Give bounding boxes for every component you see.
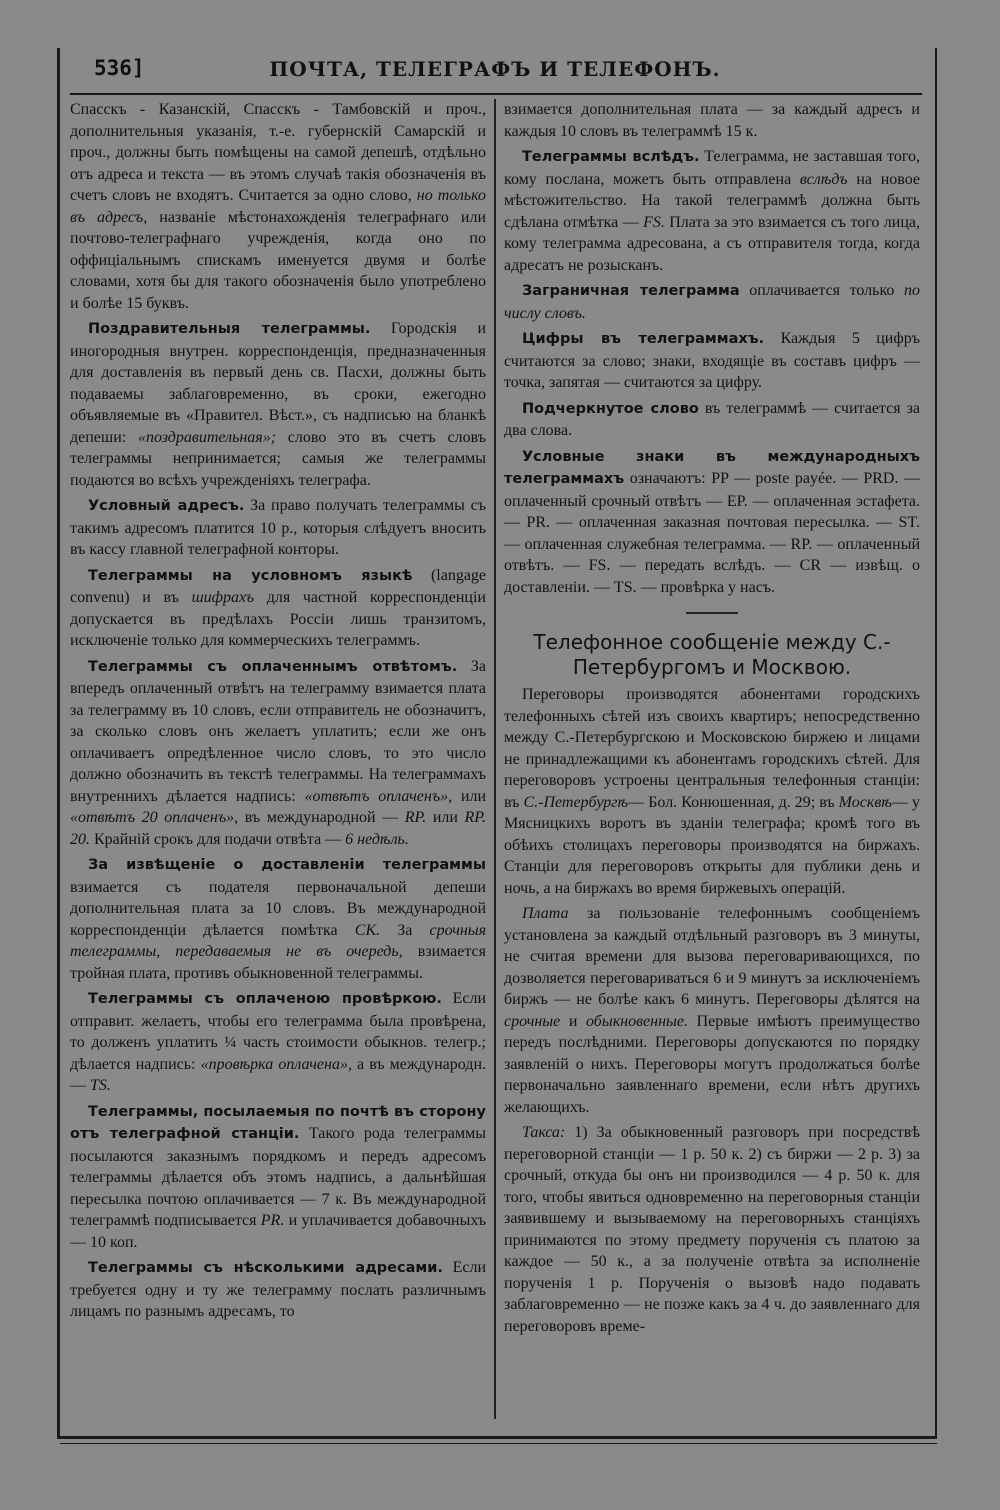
paragraph: Заграничная телеграмма оплачивается только по числу словъ. (504, 282, 921, 322)
frame-bottom-rule-thin (60, 1443, 937, 1444)
section-heading: Телеграммы на условномъ языкѣ (88, 567, 413, 584)
section-heading: Заграничная телеграмма (522, 283, 740, 299)
paragraph: Телеграммы съ нѣсколькими адресами. Если требуется одну и ту же телеграмму послать различнымъ лицамъ по разнымъ адресамъ, то (70, 1259, 487, 1320)
section-heading: Телеграммы съ оплаченнымъ отвѣтомъ. (88, 658, 458, 675)
paragraph: Спасскъ - Казанскій, Спасскъ - Тамбовскій и проч., дополнительныя указанія, т.-е. губернскій Самарскій и проч., должны быть помѣщены на самой депешѣ, отдѣльно отъ адреса и текста — въ этомъ случаѣ такія обозначенія въ счетъ словъ не входятъ. Считается за одно слово, но только въ адресъ, названіе мѣстонахожденія телеграфнаго или почтово-телеграфнаго учрежденія, когда оно по оффиціальнымъ спискамъ именуется двумя и болѣе словами, хотя бы для такого обозначенія было употреблено и болѣе 15 буквъ. (70, 101, 486, 312)
paragraph: Телеграммы на условномъ языкѣ (langage convenu) и въ шифрахъ для частной корреспонденціи допускается въ предѣлахъ Россіи лишь транзитомъ, исключеніе только для коммерческихъ телеграммъ. (70, 566, 487, 649)
left-column (70, 99, 486, 1327)
paragraph: Такса: 1) За обыкновенный разговоръ при посредствѣ переговорной станціи — 1 р. 50 к. 2) съ биржи — 2 р. 3) за срочный, откуда бы онъ ни производился — 4 р. 50 к. для того, чтобы явиться одновременно на переговорныя станціи заявившему и вызываемому на переговорныхъ станціяхъ принимаются по этому предмету порученія съ платою за каждое — 50 к., а за полученіе отвѣта за исполненіе порученія 1 р. Порученія о вызовѣ надо подавать заблаговременно — не позже какъ за 4 ч. до заявленнаго для переговоровъ времe- (504, 1124, 921, 1335)
section-heading: Телеграммы съ нѣсколькими адресами. (88, 1260, 443, 1276)
paragraph: Поздравительныя телеграммы. Городскія и иногородныя внутрен. корреспонденція, предназначенныя для доставленія въ первый день св. Пасхи, должны быть подаваемы заблаговременно, въ сроки, ежегодно объявляемые въ «Правител. Вѣст.», съ надписью на бланкѣ депеши: «поздравительная»; слово это въ счетъ словъ телеграммы непринимается; самыя же телеграммы подаются во всѣхъ учрежденіяхъ телеграфа. (70, 320, 487, 489)
paragraph: За извѣщеніе о доставленіи телеграммы взимается съ подателя первоначальной депеши дополнительная плата за 10 словъ. Въ международной корреспонденціи дѣлается помѣтка CK. За срочныя телеграммы, передаваемыя не въ очередь, взимается тройная плата, противъ обыкновенной телеграммы. (70, 857, 487, 982)
page-number: 536] (94, 56, 145, 80)
section-heading: Подчеркнутое слово (522, 400, 699, 417)
page-header (70, 56, 920, 90)
frame-left-rule (57, 48, 60, 1438)
paragraph: Телеграммы, посылаемыя по почтѣ въ сторону отъ телеграфной станціи. Такого рода телеграммы посылаются заказнымъ порядкомъ и передъ адресомъ телеграммы дѣлается объ этомъ надпись, а дальнѣйшая пересылка почтою оплачивается — 7 к. Въ международной телеграммѣ подписывается PR. и уплачивается добавочныхъ — 10 коп. (70, 1103, 487, 1251)
paragraph: Переговоры производятся абонентами городскихъ телефонныхъ сѣтей изъ своихъ квартиръ; непосредственно между С.-Петербургскою и Московскою биржею и лицами не принадлежащими къ абонентамъ городскихъ сѣтей. Для переговоровъ устроены центральныя телефонныя станціи: въ С.-Петербургѣ— Бол. Конюшенная, д. 29; въ Москвѣ— у Мясницкихъ воротъ въ зданіи телеграфа; кромѣ того въ обѣихъ столицахъ переговоры производятся на биржахъ. Станціи для переговоровъ открыты для публики день и ночь, а на биржахъ во время биржевыхъ операцій. (504, 686, 920, 897)
section-heading: Условный адресъ. (88, 498, 245, 514)
paragraph: Телеграммы вслѣдъ. Телеграмма, не заставшая того, кому послана, можетъ быть отправлена вслѣдъ на новое мѣстожительство. На такой телеграммѣ должна быть сдѣлана отмѣтка — FS. Плата за это взимается съ того лица, кому телеграмма адресована, а съ отправителя тогда, когда адресатъ не розысканъ. (504, 148, 921, 274)
header-rule (70, 93, 922, 95)
paragraph: Телеграммы съ оплаченою провѣркою. Если отправит. желаетъ, чтобы его телеграмма была провѣрена, то долженъ уплатить ¼ часть стоимости обыкнов. телегр.; дѣлается надпись: «провѣрка оплачена», а въ международн. — TS. (70, 990, 487, 1094)
section-heading: За извѣщеніе о доставленіи телеграммы (88, 857, 486, 873)
paragraph: Цифры въ телеграммахъ. Каждыя 5 цифръ считаются за слово; знаки, входящіе въ составъ цифръ — точка, запятая — считаются за цифру. (504, 330, 921, 391)
frame-bottom-rule (57, 1436, 937, 1439)
section-heading: Телеграммы, посылаемыя по почтѣ въ сторону отъ телеграфной станціи. (70, 1103, 486, 1142)
paragraph: Телеграммы съ оплаченнымъ отвѣтомъ. За впередъ оплаченный отвѣтъ на телеграмму взимается плата за телеграмму въ 10 словъ, если отправитель не обозначитъ, за сколько словъ онъ желаетъ уплатить; если же онъ оплачиваетъ опредѣленное число словъ, то это число должно обозначить въ текстѣ телеграммы. На телеграммахъ внутреннихъ дѣлается надпись: «отвѣтъ оплаченъ», или «отвѣтъ 20 оплаченъ», въ международной — RP. или RP. 20. Крайній срокъ для подачи отвѣта — 6 недѣль. (70, 657, 487, 848)
section-heading: Поздравительныя телеграммы. (88, 321, 371, 337)
section-separator (686, 612, 738, 614)
column-divider (494, 99, 496, 1419)
section-heading: Цифры въ телеграммахъ. (522, 331, 765, 347)
paragraph: Условный адресъ. За право получать телеграммы съ такимъ адресомъ платится 10 р., которыя слѣдуетъ вносить въ кассу главной телеграфной конторы. (70, 497, 486, 558)
paragraph: Условные знаки въ международныхъ телеграммахъ означаютъ: PP — poste payée. — PRD. — оплаченный срочный отвѣтъ — EP. — оплаченная эстафета. — PR. — оплаченная заказная почтовая пересылка. — ST. — оплаченная служебная телеграмма. — RP. — оплаченный отвѣтъ. — FS. — передать вслѣдъ. — CR — извѣщ. о доставленіи. — TS. — провѣрка у насъ. (504, 448, 920, 596)
section-heading: Телеграммы вслѣдъ. (522, 149, 700, 165)
section-title: Телефонное сообщеніе между С.-Петербургомъ и Москвою. (533, 630, 891, 679)
running-title: ПОЧТА, ТЕЛЕГРАФЪ И ТЕЛЕФОНЪ. (269, 57, 721, 81)
section-heading: Телеграммы съ оплаченою провѣркою. (88, 991, 442, 1007)
section-heading: Условные знаки въ международныхъ телеграммахъ (504, 448, 920, 487)
paragraph: Подчеркнутое слово въ телеграммѣ — считается за два слова. (504, 399, 921, 439)
paragraph: взимается дополнительная плата — за каждый адресъ и каждыя 10 словъ въ телеграммѣ 15 к. (504, 101, 920, 140)
frame-right-rule (935, 48, 937, 1438)
paragraph: Плата за пользованіе телефоннымъ сообщеніемъ установлена за каждый отдѣльный разговоръ въ 3 минуты, не считая времени для вызова переговаривающихся, по дозволяется переговариваться 6 и 9 минутъ за исключеніемъ биржъ — не болѣе какъ 6 минутъ. Переговоры дѣлятся на срочные и обыкновенные. Первые имѣютъ преимущество передъ послѣдними. Переговоры допускаются по порядку заявленій о нихъ. Переговоры могутъ продолжаться болѣе первоначально заявленнаго времени, если нѣтъ другихъ желающихъ. (504, 905, 920, 1116)
right-column (504, 99, 920, 1341)
